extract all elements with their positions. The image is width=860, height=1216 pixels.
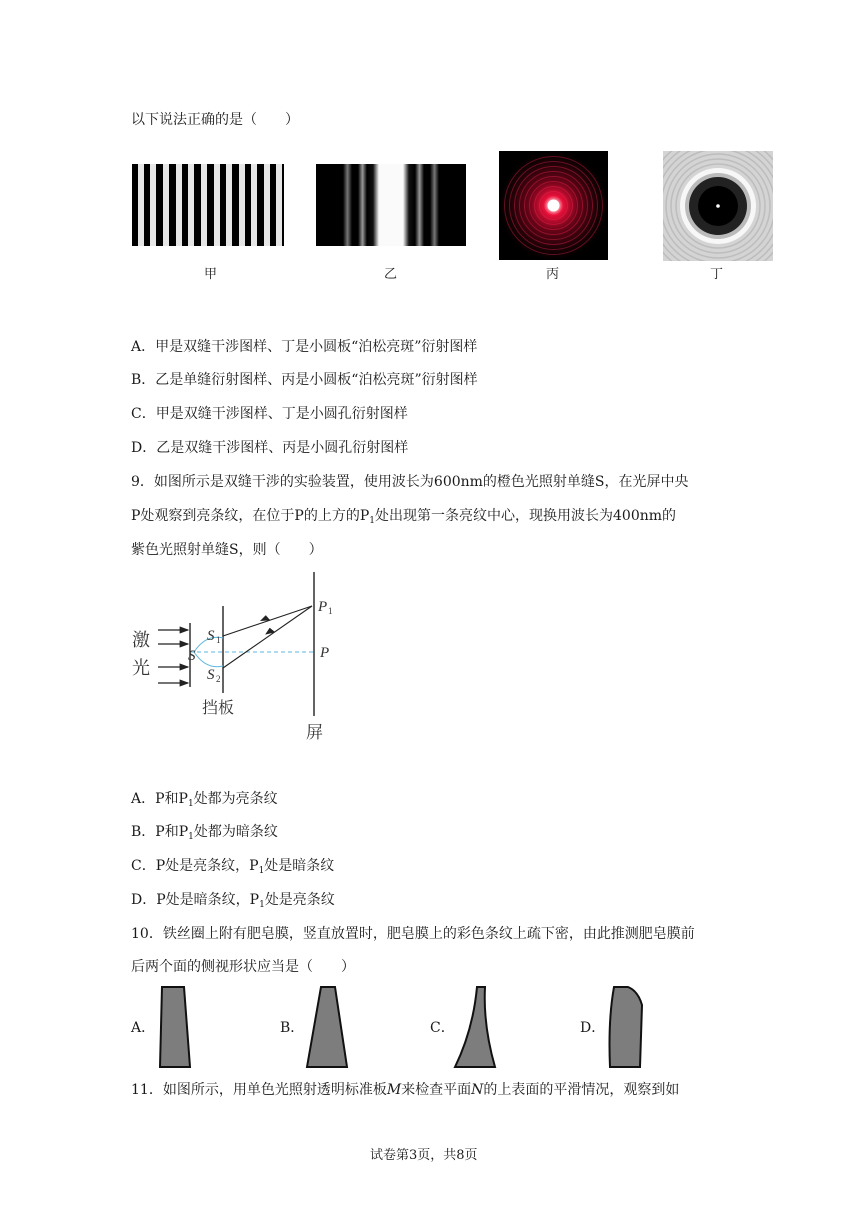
- figure-ding-grey-ring-pattern: [663, 151, 773, 261]
- figure-bing-red-ring-pattern: [499, 151, 608, 260]
- q9-option-b: B．P和$P_1$处都为暗条纹: [131, 824, 278, 842]
- label-S1-sub: 1: [216, 635, 221, 645]
- film-shape-d: [604, 985, 644, 1069]
- label-P: P: [320, 645, 330, 661]
- caption-yi: 乙: [384, 267, 398, 282]
- q9-stem-line1: 9．如图所示是双缝干涉的实验装置，使用波长为600nm的橙色光照射单缝S，在光屏中央: [131, 474, 689, 490]
- double-slit-apparatus-diagram: [128, 568, 343, 748]
- figure-yi-single-slit-pattern: [316, 164, 466, 246]
- q9-stem-line3: 紫色光照射单缝S，则（ ）: [131, 542, 323, 558]
- q8-option-a: A．甲是双缝干涉图样、丁是小圆板“泊松亮斑”衍射图样: [131, 339, 478, 355]
- label-P1: P: [318, 599, 328, 615]
- q9-option-d: D．P处是暗条纹，$P_1$处是亮条纹: [131, 892, 335, 910]
- q10-stem-line2: 后两个面的侧视形状应当是（ ）: [131, 959, 355, 975]
- q8-option-d: D．乙是双缝干涉图样、丙是小圆孔衍射图样: [131, 440, 409, 456]
- label-screen: 屏: [306, 723, 323, 742]
- q8-stem: 以下说法正确的是（ ）: [131, 112, 299, 128]
- label-S2-sub: 2: [216, 674, 221, 684]
- q10-option-b-label: B．: [280, 1020, 305, 1036]
- q9-option-c: C．P处是亮条纹，$P_1$处是暗条纹: [131, 858, 335, 876]
- q11-stem-line1: 11．如图所示，用单色光照射透明标准板M来检查平面N的上表面的平滑情况，观察到如: [131, 1082, 680, 1098]
- q10-option-c-label: C．: [430, 1020, 455, 1036]
- caption-bing: 丙: [546, 267, 560, 282]
- label-S2: S: [207, 667, 215, 683]
- label-laser-2: 光: [132, 658, 150, 678]
- q8-option-c: C．甲是双缝干涉图样、丁是小圆孔衍射图样: [131, 406, 408, 422]
- label-P1-sub: 1: [328, 606, 333, 616]
- label-laser-1: 激: [132, 630, 150, 650]
- page-footer: 试卷第3页，共8页: [370, 1148, 478, 1163]
- label-S1: S: [207, 628, 215, 644]
- q10-option-a-label: A．: [131, 1020, 156, 1036]
- q9-stem-line2: P处观察到亮条纹，在位于P的上方的$P_1$处出现第一条亮纹中心，现换用波长为400nm的: [131, 508, 677, 526]
- film-shape-a: [158, 985, 194, 1069]
- label-baffle: 挡板: [202, 700, 235, 717]
- label-S: S: [188, 648, 196, 664]
- caption-ding: 丁: [710, 267, 724, 282]
- figure-jia-double-slit-pattern: [132, 164, 284, 246]
- q10-option-d-label: D．: [580, 1020, 606, 1036]
- q10-stem-line1: 10．铁丝圈上附有肥皂膜，竖直放置时，肥皂膜上的彩色条纹上疏下密，由此推测肥皂膜前: [131, 926, 695, 942]
- film-shape-c: [453, 985, 497, 1069]
- film-shape-b: [305, 985, 349, 1069]
- q8-option-b: B．乙是单缝衍射图样、丙是小圆板“泊松亮斑”衍射图样: [131, 372, 478, 388]
- q9-option-a: A．P和$P_1$处都为亮条纹: [131, 791, 278, 809]
- caption-jia: 甲: [204, 267, 218, 282]
- laser-arrows: [158, 630, 188, 683]
